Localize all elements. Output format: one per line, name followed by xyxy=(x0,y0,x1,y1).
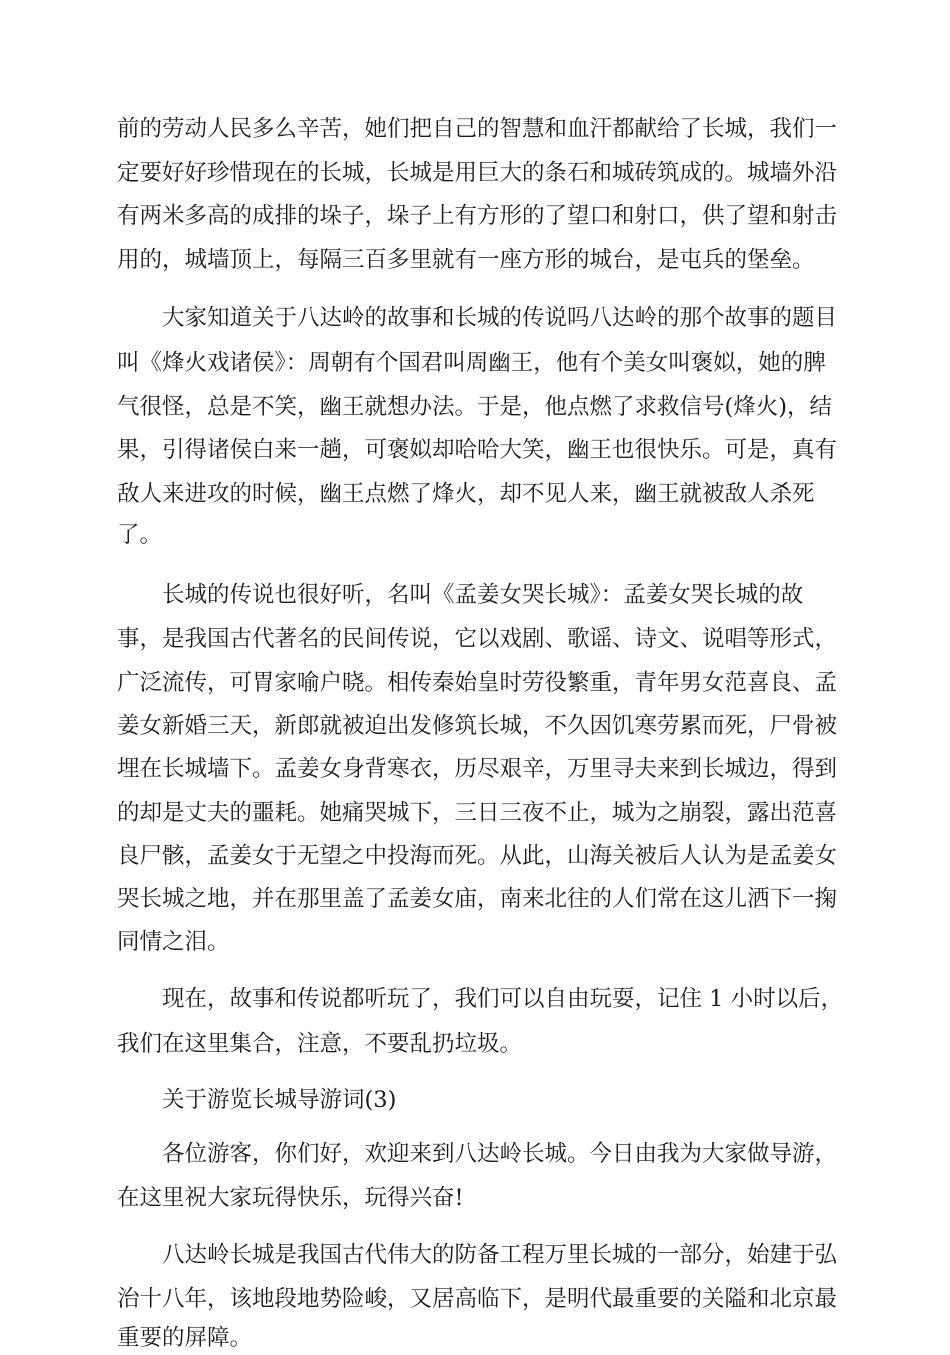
paragraph-line: 前的劳动人民多么辛苦，她们把自己的智慧和血汗都献给了长城，我们一 xyxy=(117,116,838,142)
paragraph-line: 定要好好珍惜现在的长城，长城是用巨大的条石和城砖筑成的。城墙外沿 xyxy=(117,160,838,186)
paragraph-line: 重要的屏障。 xyxy=(117,1325,253,1351)
paragraph-line: 良尸骸，孟姜女于无望之中投海而死。从此，山海关被后人认为是孟姜女 xyxy=(117,843,838,869)
paragraph-line: 八达岭长城是我国古代伟大的防备工程万里长城的一部分，始建于弘 xyxy=(162,1242,838,1268)
paragraph-line: 有两米多高的成排的垛子，垛子上有方形的了望口和射口，供了望和射击 xyxy=(117,203,838,229)
paragraph-line: 同情之泪。 xyxy=(117,929,230,955)
paragraph-line: 广泛流传，可胃家喻户晓。相传秦始皇时劳役繁重，青年男女范喜良、孟 xyxy=(117,670,838,696)
paragraph-line: 姜女新婚三天，新郎就被迫出发修筑长城，不久因饥寒劳累而死，尸骨被 xyxy=(117,713,838,739)
section-heading: 关于游览长城导游词(3) xyxy=(162,1087,397,1113)
paragraph-line: 事，是我国古代著名的民间传说，它以戏剧、歌谣、诗文、说唱等形式， xyxy=(117,626,838,652)
paragraph-line: 的却是丈夫的噩耗。她痛哭城下，三日三夜不止，城为之崩裂，露出范喜 xyxy=(117,800,838,826)
paragraph-line: 我们在这里集合，注意，不要乱扔垃圾。 xyxy=(117,1031,523,1057)
paragraph-line: 了。 xyxy=(117,522,163,548)
paragraph-line: 哭长城之地，并在那里盖了孟姜女庙，南来北往的人们常在这儿洒下一掬 xyxy=(117,886,838,912)
paragraph-line: 长城的传说也很好听，名叫《孟姜女哭长城》：孟姜女哭长城的故 xyxy=(162,582,804,608)
paragraph-line: 敌人来进攻的时候，幽王点燃了烽火，却不见人来，幽王就被敌人杀死 xyxy=(117,481,815,507)
paragraph-line: 叫《烽火戏诸侯》：周朝有个国君叫周幽王，他有个美女叫褒姒，她的脾 xyxy=(117,350,826,376)
paragraph-line: 埋在长城墙下。孟姜女身背寒衣，历尽艰辛，万里寻夫来到长城边，得到 xyxy=(117,756,838,782)
paragraph-line: 现在，故事和传说都听玩了，我们可以自由玩耍，记住 1 小时以后， xyxy=(162,986,844,1012)
paragraph-line: 各位游客，你们好，欢迎来到八达岭长城。今日由我为大家做导游， xyxy=(162,1141,838,1167)
paragraph-line: 大家知道关于八达岭的故事和长城的传说吗八达岭的那个故事的题目 xyxy=(162,305,838,331)
paragraph-line: 在这里祝大家玩得快乐，玩得兴奋! xyxy=(117,1185,464,1211)
paragraph-line: 气很怪，总是不笑，幽王就想办法。于是，他点燃了求救信号(烽火)，结 xyxy=(117,394,833,420)
paragraph-line: 果，引得诸侯白来一趟，可褒姒却哈哈大笑，幽王也很快乐。可是，真有 xyxy=(117,437,838,463)
paragraph-line: 用的，城墙顶上，每隔三百多里就有一座方形的城台，是屯兵的堡垒。 xyxy=(117,247,815,273)
paragraph-line: 治十八年，该地段地势险峻，又居高临下，是明代最重要的关隘和北京最 xyxy=(117,1286,838,1312)
